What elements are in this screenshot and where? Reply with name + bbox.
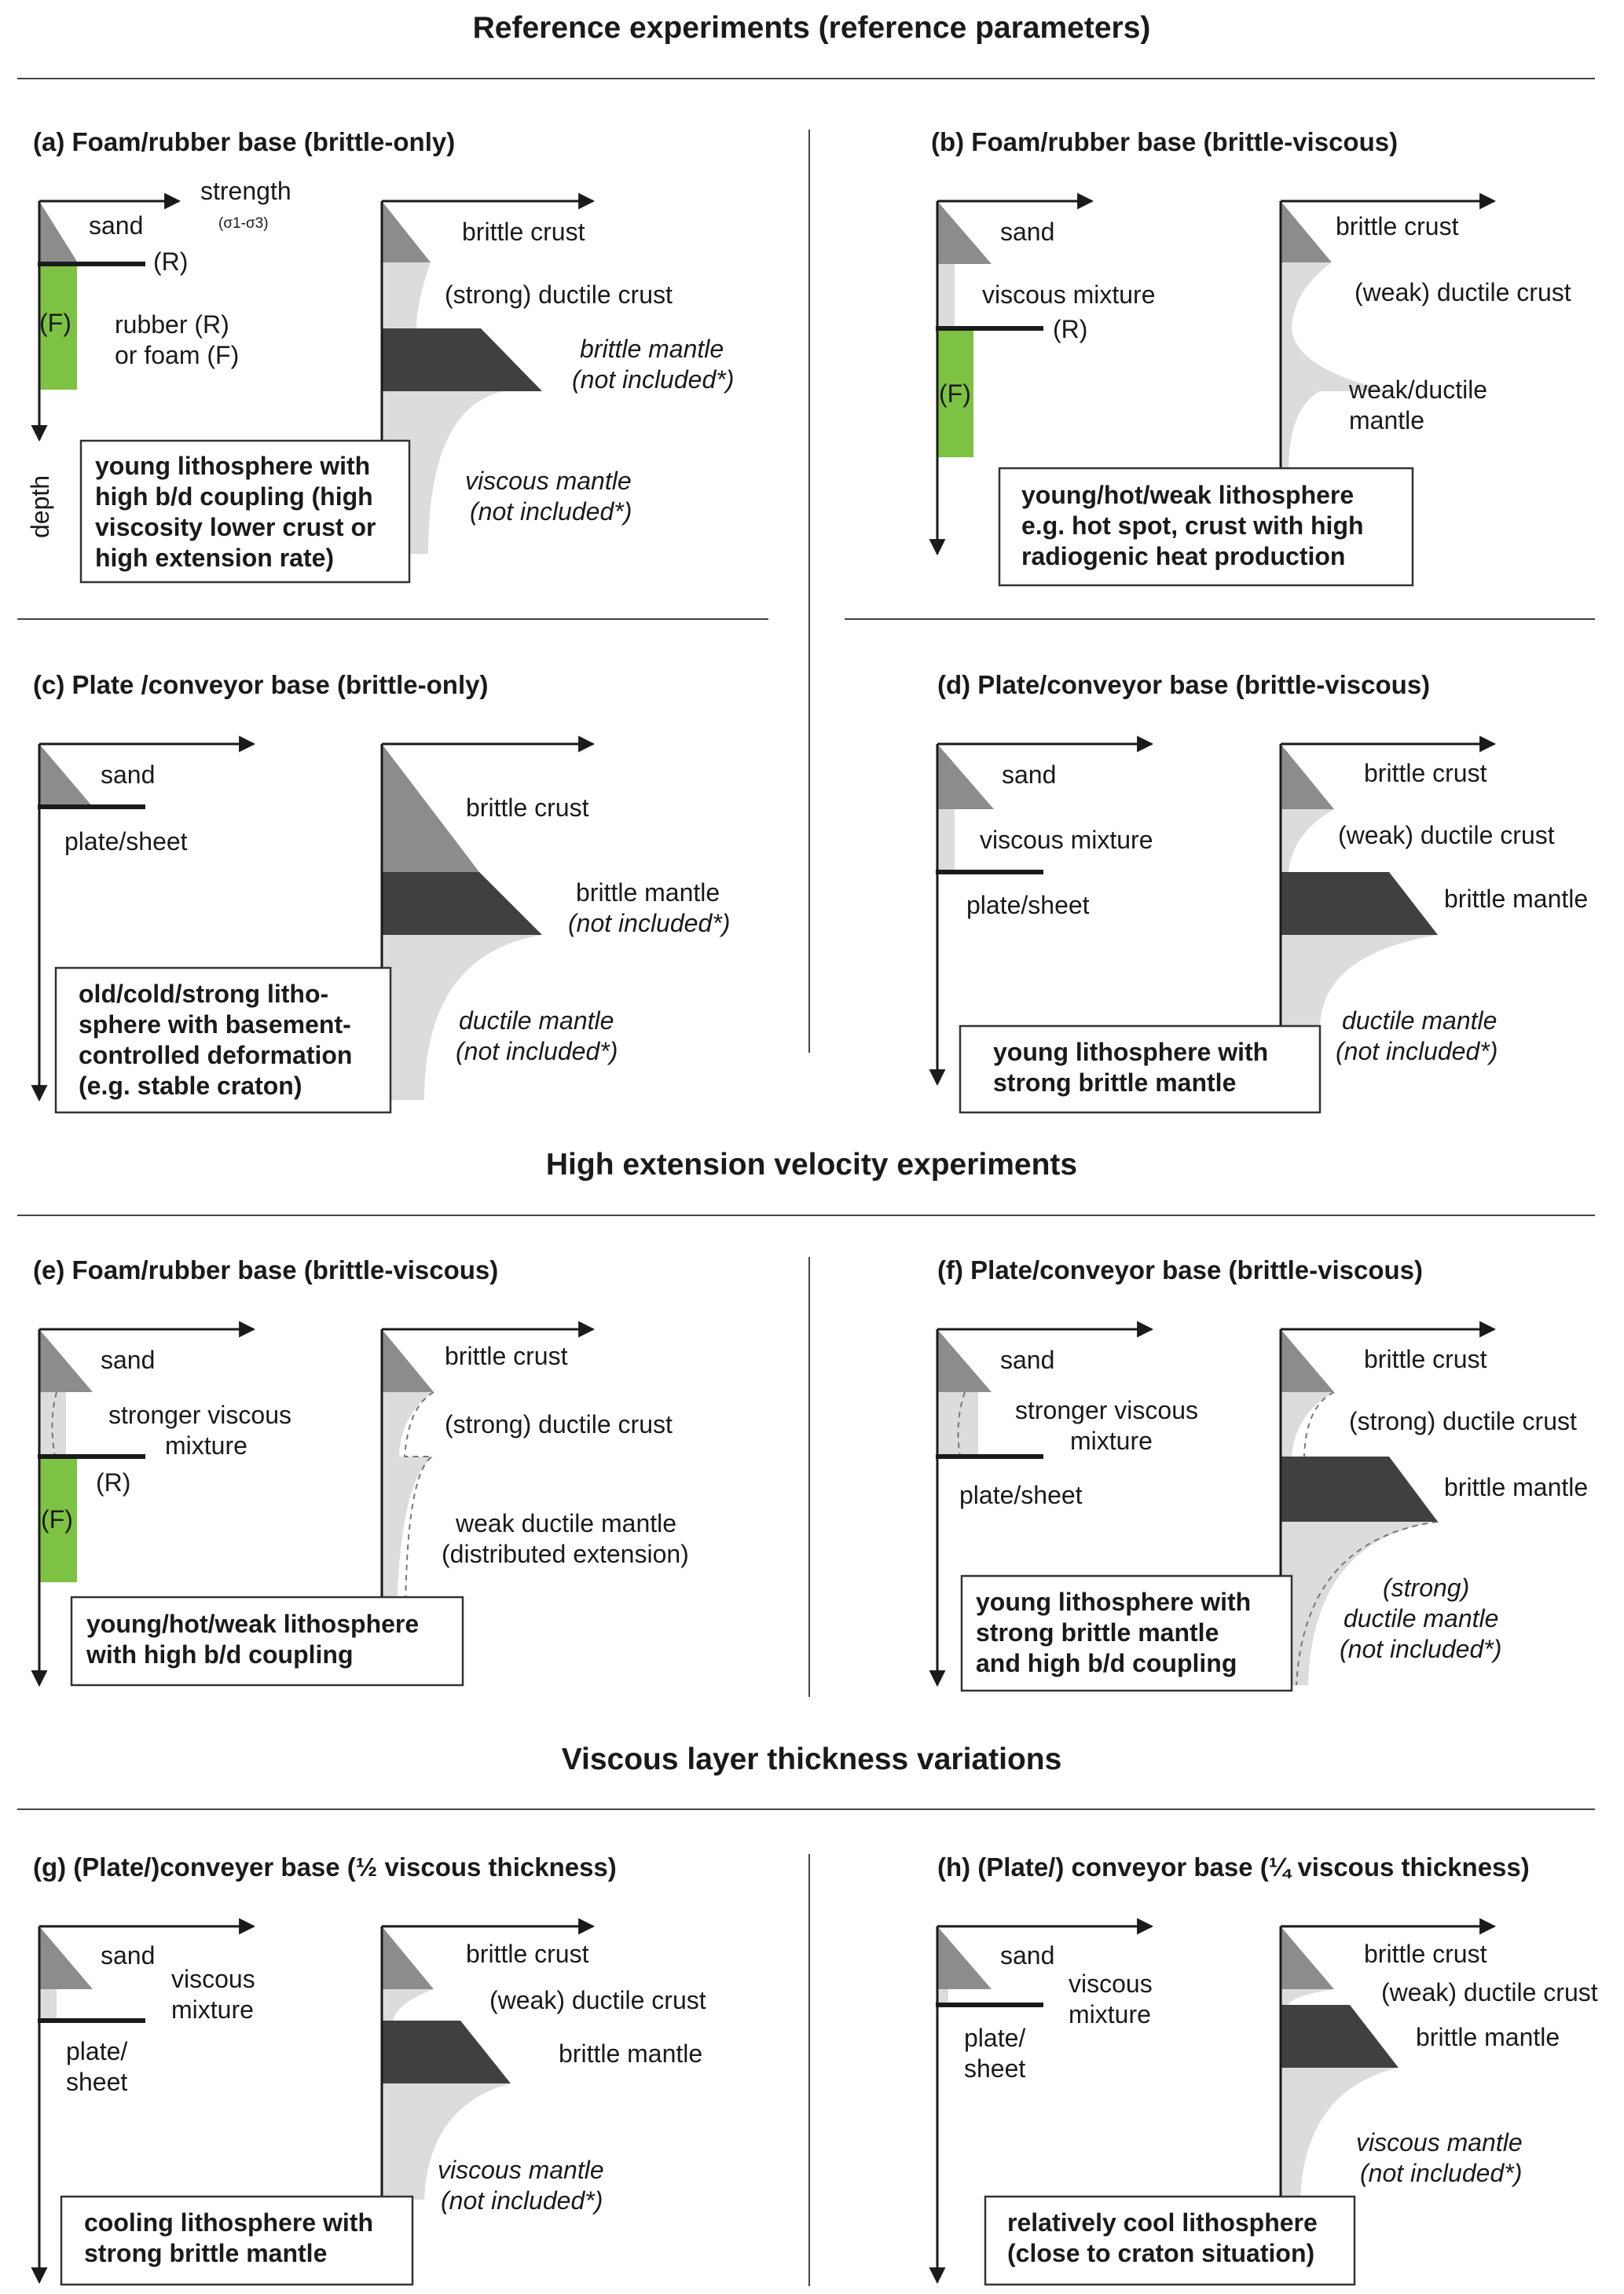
ductile-crust-label: (weak) ductile crust [489,1986,706,2014]
not-included-label: (not included*) [1336,1037,1498,1065]
ductile-crust-label: (strong) ductile crust [1349,1407,1577,1435]
viscous-mantle-label: viscous mantle [465,467,632,495]
sand-layer [39,201,79,264]
plate-label: plate/ [964,2024,1026,2052]
box-line: radiogenic heat production [1021,542,1346,570]
foam-marker: (F) [41,1505,73,1534]
ductile-mantle-label: ductile mantle [1342,1006,1498,1035]
brittle-crust [382,201,431,262]
sand-layer [937,744,994,809]
viscous-mixture-label: stronger viscous [1015,1396,1198,1424]
ductile-crust-label: (weak) ductile crust [1338,821,1555,849]
sand-label: sand [89,211,144,240]
box-line: cooling lithosphere with [84,2208,373,2237]
sand-layer [39,744,93,807]
ductile-crust [382,1392,434,1457]
panel-c [33,670,730,1112]
dashed-profile [405,1392,434,1611]
brittle-mantle-label: brittle mantle [576,878,720,907]
box-line: and high b/d coupling [976,1649,1237,1677]
ductile-mantle-label: ductile mantle [1344,1604,1499,1633]
ductile-crust-label: (strong) ductile crust [445,1410,673,1438]
depth-axis-label: depth [26,475,54,538]
not-included-label: (not included*) [470,497,632,526]
box-line: young/hot/weak lithosphere [86,1610,420,1638]
brittle-crust [382,1926,434,1989]
foam-marker: (F) [939,379,971,408]
rubber-marker: (R) [96,1468,131,1497]
box-line: young/hot/weak lithosphere [1021,481,1355,509]
brittle-crust-label: brittle crust [466,1940,589,1968]
box-line: young lithosphere with [976,1588,1252,1616]
ductile-crust-label: (weak) ductile crust [1381,1978,1598,2006]
panel-g [33,1852,706,2285]
strength-axis-sublabel: (σ1-σ3) [218,215,269,232]
not-included-label: (not included*) [1360,2159,1523,2187]
panel-a-title: (a) Foam/rubber base (brittle-only) [33,127,456,156]
ductile-crust [382,1989,434,2021]
section-title-velocity: High extension velocity experiments [545,1148,1078,1182]
strong-label: (strong) [1383,1574,1470,1602]
brittle-mantle [1281,2005,1399,2068]
brittle-crust [1281,744,1334,809]
plate-label: plate/ [66,2037,128,2065]
viscous-layer [937,809,955,872]
sand-layer [937,1329,992,1392]
panel-h-title: (h) (Plate/) conveyor base (¼ viscous thickness) [937,1852,1530,1882]
brittle-crust [1281,201,1332,262]
section-title-reference: Reference experiments (reference parameters) [472,11,1151,45]
plate-label: sheet [964,2054,1026,2083]
plate-label: plate/sheet [64,827,188,856]
brittle-crust-label: brittle crust [445,1342,568,1370]
brittle-mantle [382,2021,511,2083]
brittle-crust [1281,1329,1334,1392]
panel-e [33,1255,689,1685]
viscous-mixture-label: mixture [1069,2000,1151,2028]
box-line: strong brittle mantle [84,2239,328,2267]
brittle-mantle-label: brittle mantle [1416,2023,1560,2051]
brittle-crust [1281,1926,1334,1989]
panel-b-title: (b) Foam/rubber base (brittle-viscous) [931,127,1399,156]
box-line: strong brittle mantle [976,1618,1219,1647]
panel-e-title: (e) Foam/rubber base (brittle-viscous) [33,1255,499,1284]
viscous-mantle-label: viscous mantle [1356,2128,1523,2157]
mantle-label: mantle [1349,406,1425,434]
sand-label: sand [101,760,156,789]
mantle-label: weak ductile mantle [456,1509,677,1537]
sand-layer [937,201,992,264]
viscous-mixture-label: mixture [1070,1427,1153,1455]
section-title-thickness: Viscous layer thickness variations [561,1742,1062,1776]
brittle-mantle [382,328,542,391]
brittle-mantle-label: brittle mantle [559,2039,703,2068]
panel-a [26,127,734,582]
plate-label: plate/sheet [966,891,1090,919]
sand-label: sand [1002,760,1057,789]
box-line: high extension rate) [95,544,335,572]
sand-label: sand [1000,1346,1055,1374]
viscous-mixture-label: viscous [1069,1970,1153,1998]
brittle-mantle-label: brittle mantle [1444,885,1589,913]
brittle-crust [382,1329,434,1392]
box-line: old/cold/strong litho- [79,980,329,1008]
panel-b [931,127,1571,585]
sand-layer [39,1926,93,1989]
box-line: (close to craton situation) [1007,2239,1315,2267]
viscous-layer [937,264,955,328]
not-included-label: (not included*) [568,909,731,937]
viscous-mantle-label: viscous mantle [438,2156,604,2184]
not-included-label: (not included*) [441,2186,603,2215]
base-label: rubber (R) [115,310,229,339]
box-line: young lithosphere with [95,452,371,480]
ductile-mantle [382,1457,434,1611]
box-line: high b/d coupling (high [95,482,373,511]
brittle-crust-label: brittle crust [1336,212,1459,240]
ductile-crust-label: (weak) ductile crust [1355,278,1571,306]
mantle-label: (distributed extension) [442,1540,689,1568]
sand-layer [39,1329,93,1392]
sand-label: sand [1000,218,1055,246]
brittle-mantle [1281,872,1438,935]
viscous-mixture-label: viscous [171,1965,255,1993]
ductile-crust [1281,1392,1334,1457]
viscous-mixture-label: mixture [165,1431,247,1460]
ductile-crust [1281,1989,1334,2005]
brittle-mantle [1281,1457,1438,1522]
viscous-layer [39,1989,57,2021]
brittle-crust-label: brittle crust [1364,759,1487,787]
ductile-crust-label: (strong) ductile crust [445,280,673,309]
strength-axis-label: strength [200,177,291,205]
rubber-marker: (R) [1053,315,1088,343]
panel-g-title: (g) (Plate/)conveyer base (½ viscous thickness) [33,1852,617,1882]
panel-h [936,1852,1598,2285]
box-line: young lithosphere with [993,1038,1269,1066]
brittle-mantle [382,872,542,935]
brittle-crust-label: brittle crust [466,793,589,822]
brittle-mantle-label: brittle mantle [580,335,724,363]
panel-f [936,1255,1588,1691]
sand-label: sand [1000,1941,1055,1970]
not-included-label: (not included*) [456,1037,618,1065]
sand-label: sand [101,1346,156,1374]
viscous-mixture-label: viscous mixture [980,826,1153,854]
rubber-marker: (R) [153,247,189,276]
mantle-label: weak/ductile [1349,376,1488,404]
ductile-mantle-label: ductile mantle [459,1006,614,1035]
box-line: sphere with basement- [79,1010,351,1039]
box-line: e.g. hot spot, crust with high [1021,511,1364,540]
ductile-crust [382,262,431,328]
panel-c-title: (c) Plate /conveyor base (brittle-only) [33,670,489,699]
not-included-label: (not included*) [572,365,735,394]
panel-d-title: (d) Plate/conveyor base (brittle-viscous) [937,670,1431,699]
box-line: (e.g. stable craton) [79,1072,302,1100]
base-label: or foam (F) [115,341,240,369]
viscous-mixture-label: mixture [171,1995,254,2024]
not-included-label: (not included*) [1340,1635,1502,1663]
box-line: controlled deformation [79,1041,353,1069]
brittle-crust-label: brittle crust [1364,1940,1487,1968]
sand-layer [937,1926,992,1989]
brittle-crust-label: brittle crust [1364,1345,1487,1373]
box-line: viscosity lower crust or [95,513,376,541]
plate-label: sheet [66,2068,128,2096]
foam-marker: (F) [39,309,71,337]
brittle-crust [382,744,479,872]
box-line: strong brittle mantle [993,1068,1237,1097]
brittle-mantle-label: brittle mantle [1444,1473,1589,1501]
box-line: relatively cool lithosphere [1007,2208,1318,2237]
panel-f-title: (f) Plate/conveyor base (brittle-viscous) [937,1255,1423,1284]
brittle-crust-label: brittle crust [462,218,585,246]
plate-label: plate/sheet [959,1481,1083,1509]
ductile-crust [1281,809,1334,872]
viscous-mixture-label: viscous mixture [982,280,1156,309]
panel-d [936,670,1588,1112]
box-line: with high b/d coupling [86,1640,354,1669]
sand-label: sand [101,1941,156,1970]
viscous-mixture-label: stronger viscous [108,1401,291,1429]
